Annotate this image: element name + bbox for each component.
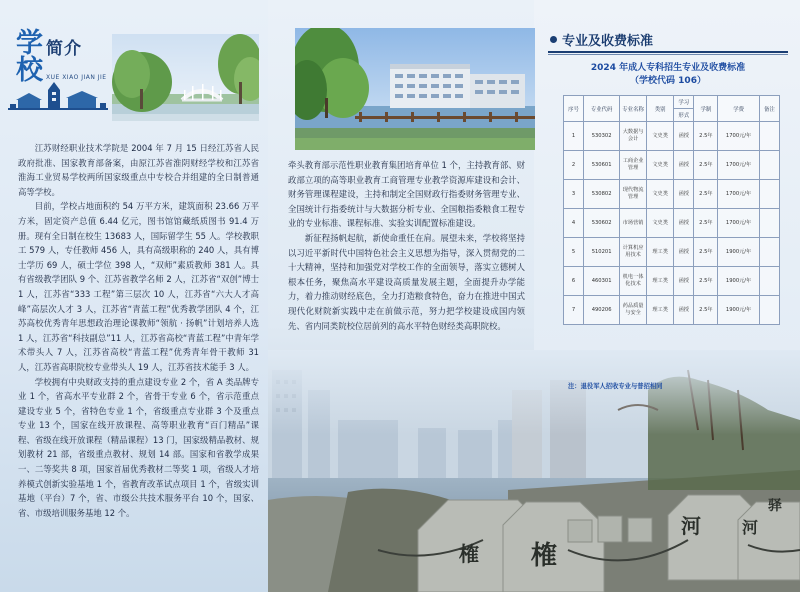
carving-text-5: 驿 [768,498,782,514]
cell-seq: 5 [564,238,584,267]
cell-category: 文史类 [647,209,674,238]
cell-code: 530601 [584,151,620,180]
cell-remark [759,180,779,209]
cell-fee: 1900元/年 [718,238,759,267]
carving-text-1: 榷 [459,542,479,566]
table-row [564,122,780,151]
cell-code: 460301 [584,267,620,296]
col-header-name: 专业名称 [620,96,647,122]
cell-category: 文史类 [647,122,674,151]
col-header-years: 学制 [694,96,718,122]
cell-years: 2.5年 [694,122,718,151]
cell-remark [759,209,779,238]
fees-table-title-line1: 2024 年成人专科招生专业及收费标准 [590,63,746,73]
cell-years: 2.5年 [694,151,718,180]
table-row [564,238,780,267]
cell-seq: 1 [564,122,584,151]
cell-remark [759,238,779,267]
cell-form: 函授 [674,296,694,325]
cell-fee: 1700元/年 [718,151,759,180]
cell-code: 530802 [584,180,620,209]
fees-table [563,95,780,325]
cell-name: 机电一体化技术 [620,267,647,296]
intro-paragraph: 江苏财经职业技术学院是 2004 年 7 月 15 日经江苏省人民政府批准、国家教育部备案，由原江苏省淮阴财经学校和江苏省淮海工业贸易学校两所国家级重点中专校合并组建的全日制普通高等学校。 [18,143,259,197]
header-subtitle: 简介 [46,39,82,59]
cell-fee: 1900元/年 [718,296,759,325]
fees-table-title [548,62,788,88]
table-row [564,151,780,180]
table-row [564,209,780,238]
header-pinyin: XUE XIAO JIAN JIE [46,74,107,81]
cell-name: 现代物流管理 [620,180,647,209]
cell-seq: 3 [564,180,584,209]
cell-seq: 4 [564,209,584,238]
cell-name: 大数据与会计 [620,122,647,151]
cell-years: 2.5年 [694,267,718,296]
col-header-code: 专业代码 [584,96,620,122]
cell-category: 文史类 [647,180,674,209]
fees-note: 注：退役军人招收专业与普招相同 [568,383,663,390]
middle-paragraph: 牵头教育部示范性职业教育集团培育单位 1 个，主持教育部、财政部立项的高等职业教育工商管理专业教学资源库建设和会计、财务管理课程建设，主持和制定全国财政行指委财务管理专业、全国统计行指委统计与大数据分析专业、全国粮指委粮食工程专业的专业标准、课程标准、实验实训配置标准建设。 [288,160,525,229]
cell-remark [759,122,779,151]
cell-remark [759,267,779,296]
cell-form: 函授 [674,209,694,238]
header-divider-thin [548,54,788,55]
skyline-logo-icon [8,78,108,112]
cell-form: 函授 [674,180,694,209]
col-header-remark: 备注 [759,96,779,122]
col-header-seq: 序号 [564,96,584,122]
fees-table-title-line2: （学校代码 106） [630,76,706,86]
cell-category: 文史类 [647,151,674,180]
cell-fee: 1700元/年 [718,180,759,209]
campus-building-photo [295,28,535,150]
cell-remark [759,296,779,325]
carving-text-4: 河 [742,518,759,537]
cell-code: 530302 [584,122,620,151]
carving-text-2: 榷 [531,541,558,571]
cell-fee: 1700元/年 [718,122,759,151]
campus-bridge-photo [112,34,259,121]
middle-text [288,158,525,333]
cell-code: 510201 [584,238,620,267]
cell-form: 函授 [674,151,694,180]
cell-seq: 2 [564,151,584,180]
cell-fee: 1700元/年 [718,209,759,238]
cell-years: 2.5年 [694,296,718,325]
cell-form: 函授 [674,267,694,296]
cell-form: 函授 [674,238,694,267]
middle-paragraph: 新征程扬帆起航，新使命重任在肩。展望未来，学校将坚持以习近平新时代中国特色社会主义思想为指导，深入贯彻党的二十大精神，坚持和加强党对学校工作的全面领导，落实立德树人根本任务，聚焦高水平建设高质量发展主题，全面提升办学能力，着力推动财经底色，全力打造粮食特色，奋力在推进中国式现代化财院新实践中走在前做示范，努力把学校建设成国内领先、省内同类院校位居前列的高水平特色财经类高职院校。 [288,232,525,331]
cell-remark [759,151,779,180]
header-divider [548,51,788,53]
table-row [564,296,780,325]
cell-seq: 6 [564,267,584,296]
cell-years: 2.5年 [694,180,718,209]
cell-name: 工商企业管理 [620,151,647,180]
col-header-category: 类别 [647,96,674,122]
cell-category: 理工类 [647,238,674,267]
cell-category: 理工类 [647,296,674,325]
intro-paragraph: 目前，学校占地面积约 54 万平方米，建筑面积 23.66 万平方米，固定资产总值 6.44 亿元，图书馆馆藏纸质图书 91.4 万册。现有全日制在校生 13683 人，国际留学生 55 人。学校教职工 579 人，专任教师 456 人，具有高级职称的 240 人，具有博士学历 69 人，硕士学位 398 人，“双师”素质教师 381 人。具有省级教学团队 9 个、江苏省教学名师 2 人，江苏省“双创”博士 1 人，江苏省“333 工程”第三层次 10 人，江苏省“六大人才高峰”高层次人才 3 人，江苏省“青蓝工程”优秀教学团队 4 个，江苏高校优秀青年思想政治理论课教师“领航 · 扬帆”计划培养人选 1 人，江苏省“科技副总”11 人，江苏省高校“青蓝工程”中青年学术带头人 7 人，江苏省高校“青蓝工程”优秀青年骨干教师 31 人，江苏省高职院校专业带头人 19 人，江苏省技术能手 3 人。 [18,201,259,372]
header-char-1: 学 [16,28,43,59]
cell-seq: 7 [564,296,584,325]
table-row [564,180,780,209]
fees-section-title: 专业及收费标准 [562,34,654,49]
cell-code: 530602 [584,209,620,238]
intro-text [18,141,259,520]
bullet-dot-icon [550,36,557,43]
cell-name: 市场营销 [620,209,647,238]
col-header-fee: 学费 [718,96,759,122]
cell-years: 2.5年 [694,209,718,238]
fees-section-header [548,27,688,51]
col-header-study: 学习 [674,96,694,109]
cell-years: 2.5年 [694,238,718,267]
cell-fee: 1900元/年 [718,267,759,296]
cell-form: 函授 [674,122,694,151]
header-char-2: 校 [16,55,43,86]
carving-text-3: 河 [681,514,701,538]
cell-name: 药品质量与安全 [620,296,647,325]
cell-code: 490206 [584,296,620,325]
col-header-form: 形式 [674,109,694,122]
cell-name: 计算机应用技术 [620,238,647,267]
table-row [564,267,780,296]
cell-category: 理工类 [647,267,674,296]
intro-paragraph: 学校拥有中央财政支持的重点建设专业 2 个，省 A 类品牌专业 1 个，省高水平专业群 2 个，省骨干专业 6 个，省示范重点建设专业 5 个，省特色专业 1 个，省级重点专业群 3 个及重点专业 13 个，国家在线开放课程、高等职业教育“百门精品”课程、省级在线开放课程（精品课程）13 门，国家级精品教材、规划教材 21 部，省级重点教材、规划 14 部。国家和省教学成果一、二等奖共 8 项，国家首届优秀教材二等奖 1 项，省级人才培养模式创新实验基地 1 个，省教育改革试点项目 1 个，省级实训基地（平台）7 个，省、市级公共技术服务平台 10 个，国家、省、市级培训服务基地 12 个。 [18,376,259,518]
